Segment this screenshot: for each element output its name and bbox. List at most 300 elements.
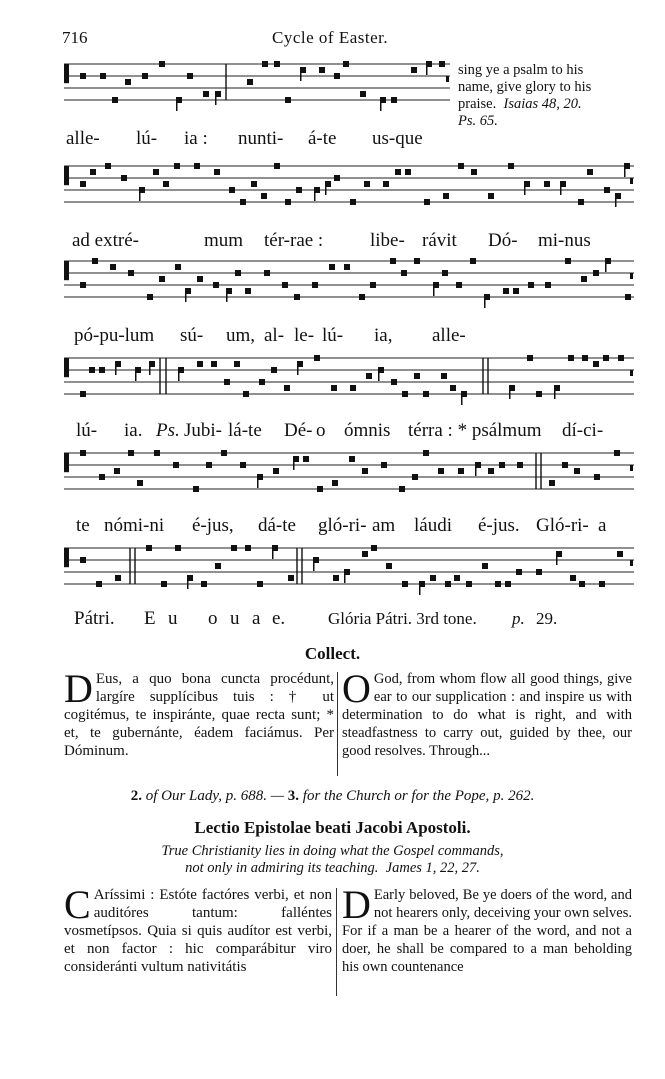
- neume: [245, 545, 251, 551]
- neume: [545, 282, 551, 288]
- neume: [154, 450, 160, 456]
- neume-stem: [509, 385, 511, 399]
- neume: [224, 379, 230, 385]
- neume: [329, 264, 335, 270]
- neume: [332, 480, 338, 486]
- note-text: for the Church or for the Pope,: [302, 788, 490, 804]
- neume: [235, 270, 241, 276]
- neume: [386, 563, 392, 569]
- syllable: lú-: [322, 325, 344, 346]
- neume: [574, 468, 580, 474]
- neume: [536, 569, 542, 575]
- clef: [64, 64, 69, 83]
- neume-stem: [325, 181, 327, 195]
- lyric-line-6: [74, 608, 634, 632]
- neume: [96, 581, 102, 587]
- scripture-ref: James 1, 22, 27.: [385, 860, 480, 876]
- clef: [64, 548, 69, 567]
- neume-stem: [380, 97, 382, 111]
- collect-latin: [64, 666, 334, 780]
- neume: [517, 462, 523, 468]
- page-number: 716: [62, 28, 88, 47]
- neume: [549, 480, 555, 486]
- syllable: al-: [264, 325, 285, 346]
- neume: [271, 367, 277, 373]
- neume: [617, 551, 623, 557]
- syllable: u: [230, 608, 240, 629]
- neume: [438, 468, 444, 474]
- syllable: dá-te: [258, 515, 296, 536]
- neume: [536, 391, 542, 397]
- neume: [125, 79, 131, 85]
- neume-stem: [115, 361, 117, 375]
- neume-stem: [257, 474, 259, 488]
- neume: [80, 73, 86, 79]
- neume: [147, 294, 153, 300]
- neume: [100, 73, 106, 79]
- neume: [544, 181, 550, 187]
- neume: [245, 288, 251, 294]
- clef: [64, 358, 69, 377]
- neume: [381, 462, 387, 468]
- neume: [110, 264, 116, 270]
- syllable: Gló-ri-: [536, 515, 589, 536]
- gloria-note: Glória Pátri. 3rd tone.: [328, 609, 477, 628]
- syllable: ómnis: [344, 420, 391, 441]
- neume: [528, 282, 534, 288]
- syllable: o: [208, 608, 218, 629]
- syllable: gló-ri-: [318, 515, 367, 536]
- neume: [89, 367, 95, 373]
- neume: [333, 575, 339, 581]
- column-divider: [336, 888, 337, 996]
- chant-staff-3: [0, 255, 638, 315]
- neume: [614, 450, 620, 456]
- neume: [349, 456, 355, 462]
- clef: [64, 166, 69, 185]
- neume: [402, 391, 408, 397]
- neume: [314, 355, 320, 361]
- collect-title: Collect.: [304, 644, 361, 663]
- syllable: am: [372, 515, 396, 536]
- neume: [214, 169, 220, 175]
- neume: [495, 581, 501, 587]
- neume: [362, 468, 368, 474]
- neume: [424, 199, 430, 205]
- neume: [578, 199, 584, 205]
- clef: [64, 261, 69, 280]
- neume: [359, 294, 365, 300]
- column-divider: [337, 672, 338, 776]
- neume: [146, 545, 152, 551]
- neume: [80, 450, 86, 456]
- neume: [391, 379, 397, 385]
- neume: [488, 193, 494, 199]
- neume: [312, 282, 318, 288]
- neume: [366, 373, 372, 379]
- neume-stem: [624, 163, 626, 177]
- neume: [285, 199, 291, 205]
- syllable: e.: [272, 608, 286, 629]
- lectio-latin: [64, 882, 332, 1006]
- neume-stem: [344, 569, 346, 583]
- syllable: térra : * psálmum: [408, 420, 542, 441]
- neume: [105, 163, 111, 169]
- neume-stem: [615, 193, 617, 207]
- syllable: lú-: [76, 420, 98, 441]
- neume: [364, 181, 370, 187]
- neume-stem: [185, 288, 187, 302]
- neume: [264, 270, 270, 276]
- chant-staff-2: [0, 160, 638, 220]
- syllable: sú-: [180, 325, 204, 346]
- neume-stem: [605, 258, 607, 272]
- neume: [187, 73, 193, 79]
- neume-stem: [149, 361, 151, 375]
- neume: [458, 163, 464, 169]
- neume-stem: [178, 367, 180, 381]
- syllable: ia :: [184, 128, 208, 149]
- clef: [64, 453, 69, 472]
- neume: [221, 450, 227, 456]
- neume: [262, 61, 268, 67]
- neume: [527, 355, 533, 361]
- scripture-ref: Ps. 65.: [458, 113, 498, 129]
- neume: [80, 181, 86, 187]
- chant-staff-4: [0, 352, 638, 412]
- custos: [630, 370, 633, 376]
- neume: [581, 276, 587, 282]
- custos: [630, 465, 633, 471]
- neume: [471, 169, 477, 175]
- neume: [344, 264, 350, 270]
- neume: [128, 450, 134, 456]
- neume-stem: [419, 581, 421, 595]
- neume: [288, 575, 294, 581]
- neume: [234, 361, 240, 367]
- syllable: mum: [204, 230, 244, 251]
- custos: [630, 273, 633, 279]
- neume: [90, 169, 96, 175]
- syllable: um,: [226, 325, 256, 346]
- syllable: u: [168, 608, 178, 629]
- neume: [285, 97, 291, 103]
- neume: [153, 169, 159, 175]
- lectio-english: [342, 882, 632, 1006]
- syllable: nómi-ni: [104, 515, 165, 536]
- neume: [175, 264, 181, 270]
- neume: [229, 187, 235, 193]
- drop-cap: O: [342, 666, 371, 711]
- custos: [630, 560, 633, 566]
- neume: [331, 385, 337, 391]
- syllable: Pátri.: [74, 608, 115, 629]
- drop-cap: D: [64, 666, 93, 711]
- neume: [194, 163, 200, 169]
- syllable: rávit: [422, 230, 457, 251]
- neume: [319, 67, 325, 73]
- syllable: te: [76, 515, 90, 536]
- neume: [499, 462, 505, 468]
- english-text: God, from whom flow all good things, give ear to our supplication : and inspire us with determination to do what is right, and with steadfastness to carry out, guided by thee, our good resolves. Through...: [342, 671, 632, 759]
- neume: [240, 462, 246, 468]
- neume: [450, 385, 456, 391]
- lyric-line-2: [72, 230, 632, 254]
- syllable: lá-te: [228, 420, 262, 441]
- neume: [163, 181, 169, 187]
- neume: [402, 581, 408, 587]
- neume: [599, 581, 605, 587]
- neume: [251, 181, 257, 187]
- neume: [401, 270, 407, 276]
- neume: [570, 575, 576, 581]
- lectio-title: Lectio Epistolae beati Jacobi Apostoli.: [194, 818, 471, 837]
- neume: [488, 468, 494, 474]
- syllable: ia.: [124, 420, 143, 441]
- custos: [630, 178, 633, 184]
- psalm-marker: Ps.: [156, 420, 180, 441]
- lectio-subtitle: True Christianity lies in doing what the Gospel commands,: [161, 843, 504, 859]
- neume: [247, 79, 253, 85]
- chant-staff-5: [0, 447, 638, 507]
- syllable: pó-pu-lum: [74, 325, 155, 346]
- neume: [343, 61, 349, 67]
- neume: [112, 97, 118, 103]
- latin-text: Aríssimi : Estóte factóres verbi, et non auditóres tantum: falléntes vosmetípsos. Quia si quis audítor est verbi, et non factor : hic comparábitur viro consideránti vultum nativitátis: [64, 887, 332, 975]
- page-ref: p. 688. —: [225, 788, 285, 804]
- neume: [128, 270, 134, 276]
- neume: [405, 169, 411, 175]
- neume-stem: [433, 282, 435, 296]
- side-line: name, give glory to his: [458, 79, 592, 95]
- neume: [161, 581, 167, 587]
- neume-stem: [484, 294, 486, 308]
- neume: [284, 385, 290, 391]
- neume: [362, 551, 368, 557]
- neume: [231, 545, 237, 551]
- side-line: praise.: [458, 96, 497, 112]
- neume: [482, 563, 488, 569]
- neume: [513, 288, 519, 294]
- neume: [587, 169, 593, 175]
- neume: [294, 294, 300, 300]
- neume: [508, 163, 514, 169]
- neume: [92, 258, 98, 264]
- neume: [568, 355, 574, 361]
- neume-stem: [300, 67, 302, 81]
- neume: [582, 355, 588, 361]
- syllable: alle-: [432, 325, 466, 346]
- neume-stem: [524, 181, 526, 195]
- neume-stem: [378, 367, 380, 381]
- neume: [603, 355, 609, 361]
- syllable: é-jus.: [478, 515, 520, 536]
- syllable: mi-nus: [538, 230, 591, 251]
- neume-stem: [139, 187, 141, 201]
- neume: [445, 581, 451, 587]
- neume: [211, 361, 217, 367]
- syllable: E: [144, 608, 156, 629]
- neume: [175, 545, 181, 551]
- neume: [259, 379, 265, 385]
- neume-stem: [426, 61, 428, 75]
- neume: [240, 199, 246, 205]
- note-text: of Our Lady,: [145, 788, 222, 804]
- neume: [334, 175, 340, 181]
- neume: [137, 480, 143, 486]
- syllable: Dé-: [284, 420, 313, 441]
- neume-stem: [176, 97, 178, 111]
- syllable: a: [252, 608, 261, 629]
- neume: [593, 270, 599, 276]
- neume-stem: [215, 91, 217, 105]
- neume-stem: [297, 361, 299, 375]
- chant-staff-1: [0, 58, 454, 118]
- syllable: libe-: [370, 230, 405, 251]
- neume: [618, 355, 624, 361]
- neume: [423, 391, 429, 397]
- syllable: é-jus,: [192, 515, 234, 536]
- syllable: tér-rae :: [264, 230, 324, 251]
- syllable: Dó-: [488, 230, 518, 251]
- neume: [142, 73, 148, 79]
- neume: [414, 373, 420, 379]
- neume: [257, 581, 263, 587]
- neume: [360, 91, 366, 97]
- neume: [261, 193, 267, 199]
- neume: [296, 187, 302, 193]
- neume-stem: [293, 456, 295, 470]
- neume: [274, 163, 280, 169]
- neume: [213, 282, 219, 288]
- page-header: [62, 28, 634, 52]
- neume: [159, 61, 165, 67]
- neume-stem: [187, 575, 189, 589]
- neume: [395, 169, 401, 175]
- neume: [430, 575, 436, 581]
- neume: [443, 193, 449, 199]
- scripture-ref: Isaias 48, 20.: [503, 96, 582, 112]
- neume: [201, 581, 207, 587]
- neume: [197, 361, 203, 367]
- neume: [206, 462, 212, 468]
- latin-text: Eus, a quo bona cuncta procédunt, largíre supplícibus tuis : † ut cogitémus, te inspiránte, quae recta sunt; * et, te gubernánte, éadem faciámus. Per Dóminum.: [64, 671, 334, 759]
- syllable: us-que: [372, 128, 423, 149]
- syllable: lú-: [136, 128, 158, 149]
- neume-stem: [226, 288, 228, 302]
- collect-english: [342, 666, 632, 780]
- syllable: a: [598, 515, 607, 536]
- neume: [80, 282, 86, 288]
- neume: [243, 391, 249, 397]
- neume: [412, 474, 418, 480]
- neume-stem: [314, 187, 316, 201]
- neume: [80, 557, 86, 563]
- running-title: Cycle of Easter.: [272, 28, 389, 47]
- neume: [159, 276, 165, 282]
- neume: [273, 468, 279, 474]
- syllable: o: [316, 420, 326, 441]
- neume: [114, 468, 120, 474]
- neume: [173, 462, 179, 468]
- neume: [121, 175, 127, 181]
- neume: [503, 288, 509, 294]
- neume: [334, 73, 340, 79]
- neume: [174, 163, 180, 169]
- syllable: Jubi-: [184, 420, 222, 441]
- neume: [371, 545, 377, 551]
- neume: [317, 486, 323, 492]
- neume: [423, 450, 429, 456]
- neume: [197, 276, 203, 282]
- neume: [625, 294, 631, 300]
- neume: [370, 282, 376, 288]
- syllable: le-: [294, 325, 315, 346]
- neume-stem: [554, 385, 556, 399]
- side-translation: [458, 62, 638, 130]
- neume: [562, 462, 568, 468]
- neume: [303, 456, 309, 462]
- neume-stem: [461, 391, 463, 405]
- page-ref: p. 262.: [493, 788, 535, 804]
- neume: [203, 91, 209, 97]
- neume: [282, 282, 288, 288]
- english-text: Early beloved, Be ye doers of the word, and not hearers only, deceiving your own selves. For if a man be a hearer of the word, and not a doer, he shall be compared to a man beholding his own countenance: [342, 887, 632, 975]
- page-ref: 29.: [536, 609, 558, 628]
- neume: [383, 181, 389, 187]
- neume-stem: [556, 551, 558, 565]
- neume: [99, 367, 105, 373]
- lyric-line-4: [76, 420, 636, 444]
- lectio-subtitle-2: [0, 860, 665, 877]
- neume: [505, 581, 511, 587]
- lyric-line-3: [74, 325, 634, 349]
- drop-cap: D: [342, 882, 371, 927]
- neume: [193, 486, 199, 492]
- side-line: sing ye a psalm to his: [458, 62, 584, 78]
- neume: [99, 474, 105, 480]
- lyric-line-1: [66, 128, 446, 152]
- neume: [565, 258, 571, 264]
- neume: [593, 361, 599, 367]
- neume: [441, 373, 447, 379]
- neume: [391, 97, 397, 103]
- neume: [454, 575, 460, 581]
- neume: [414, 258, 420, 264]
- neume: [439, 61, 445, 67]
- neume: [442, 270, 448, 276]
- syllable: dí-ci-: [562, 420, 604, 441]
- neume: [411, 67, 417, 73]
- neume: [399, 486, 405, 492]
- neume-stem: [272, 545, 274, 559]
- syllable: láudi: [414, 515, 452, 536]
- drop-cap: C: [64, 882, 91, 927]
- subtitle-text: not only in admiring its teaching.: [185, 860, 379, 876]
- syllable: nunti-: [238, 128, 284, 149]
- commemoration-note: [0, 788, 665, 805]
- syllable: á-te: [308, 128, 337, 149]
- custos: [446, 76, 449, 82]
- neume: [390, 258, 396, 264]
- neume: [215, 563, 221, 569]
- neume-stem: [475, 462, 477, 476]
- neume: [516, 569, 522, 575]
- syllable: ia,: [374, 325, 393, 346]
- page-ref: p.: [512, 609, 525, 628]
- lyric-line-5: [76, 515, 636, 539]
- neume: [470, 258, 476, 264]
